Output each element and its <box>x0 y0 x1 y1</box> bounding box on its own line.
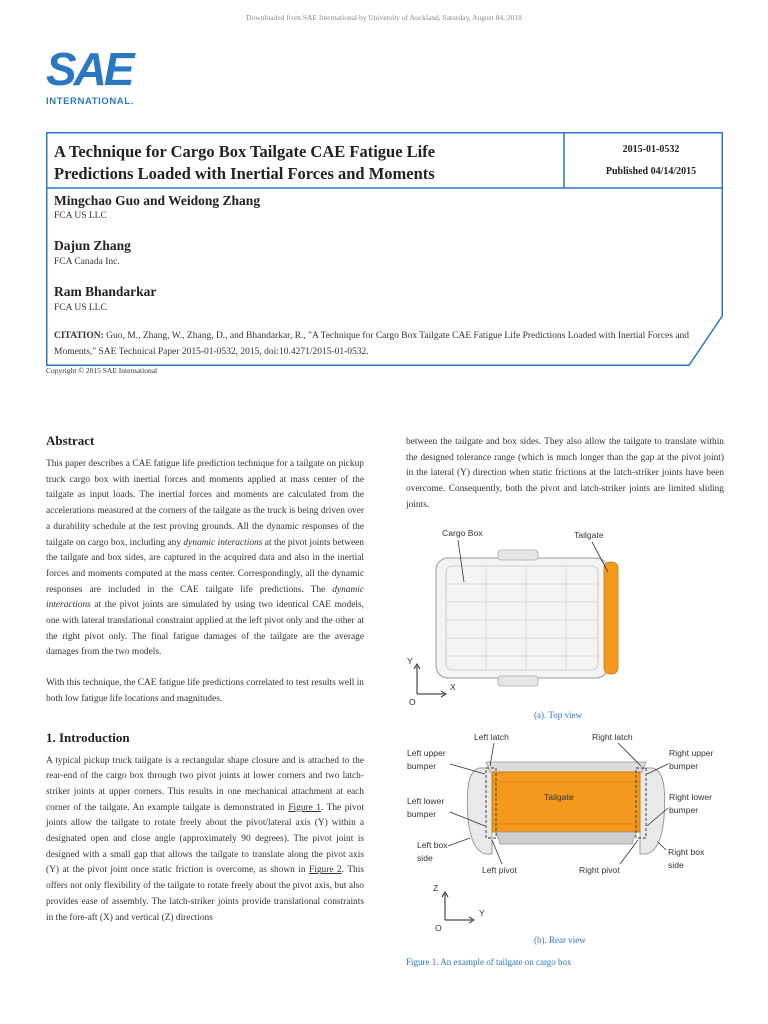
axis-x-label: X <box>450 682 456 692</box>
title-line-1: A Technique for Cargo Box Tailgate CAE Fatigue Life <box>54 142 436 161</box>
copyright: Copyright © 2015 SAE International <box>46 366 158 375</box>
label-cargo-box: Cargo Box <box>442 528 483 538</box>
right-column <box>406 435 724 514</box>
author-names: Dajun Zhang <box>54 238 131 253</box>
label-right-lower-bumper: bumper <box>669 805 699 815</box>
introduction-paragraph <box>46 754 364 927</box>
text-run: A typical pickup truck tailgate is a rectangular shape closure and is attached to the rear-end of the cargo box through two pivot joints at lower corners and two latch-striker joints at upper corners. This results in one mechanical attachment at each corner of the tailgate. An example tailgate is demonstrated in <box>46 755 364 813</box>
introduction-heading: 1. Introduction <box>46 729 130 745</box>
label-right-box-side: side <box>668 860 684 870</box>
axis-y-label: Y <box>407 656 413 666</box>
text-run: . The pivot joints allow the tailgate to rotate freely about the pivot/lateral axis (Y) within a designated open and close angle (approximately 90 degrees). The pivot joint is designed with a small gap that allows the tailgate to translate along the pivot axis (Y) at the pivot joint once static friction is overcome, as shown in <box>46 802 364 876</box>
download-note: Downloaded from SAE International by University of Auckland, Saturday, August 04, 2018 <box>246 13 522 22</box>
abstract-paragraph: With this technique, the CAE fatigue life predictions correlated to test results well in both low fatigue life locations and magnitudes. <box>46 678 364 704</box>
tailgate-shape <box>604 562 618 674</box>
author-affiliation: FCA Canada Inc. <box>54 257 120 267</box>
label-left-lower-bumper: Left lower <box>407 796 445 806</box>
label-left-box-side: side <box>417 853 433 863</box>
citation <box>54 328 694 360</box>
label-right-lower-bumper: Right lower <box>669 792 712 802</box>
label-left-lower-bumper: bumper <box>407 809 437 819</box>
axis-y-label: Y <box>479 908 485 918</box>
label-right-upper-bumper: Right upper <box>669 748 714 758</box>
text-run: . This offers not only flexibility of the tailgate to rotate freely about the pivot axis, but also provides ease of assembly. The latch-striker joints provide translational constraints in the fore-aft (X) and vertical (Z) directions <box>46 865 364 923</box>
label-right-latch: Right latch <box>592 732 633 742</box>
logo-mark: SAE <box>46 43 132 95</box>
label-tailgate: Tailgate <box>544 792 574 802</box>
left-column <box>46 433 364 926</box>
emphasis: dynamic interactions <box>183 537 263 548</box>
axis-origin-label: O <box>409 697 416 707</box>
label-left-box-side: Left box <box>417 840 448 850</box>
text-run: at the pivot joints are simulated by using two identical CAE models, one with lateral translational constraint applied at the left pivot only and the other at the right pivot only. The final fatigue damages of the tailgate are the average damages from the two models. <box>46 600 364 658</box>
author-affiliation: FCA US LLC <box>54 303 107 313</box>
top-view-drawing <box>406 520 724 710</box>
body-paragraph: between the tailgate and box sides. They also allow the tailgate to translate within the designed tolerance range (which is much longer than the gap at the pivot joint) in the lateral (Y) direction when static frictions at the latch-striker joints have been overcome. Consequently, both the pivot and latch-striker joints are limited sliding joints. <box>406 437 724 510</box>
author-names: Mingchao Guo and Weidong Zhang <box>54 193 261 208</box>
paper-number: 2015-01-0532 <box>622 144 680 155</box>
axis-origin-label: O <box>435 923 442 933</box>
label-right-upper-bumper: bumper <box>669 761 699 771</box>
emphasis: dynamic interactions <box>46 584 364 611</box>
label-left-upper-bumper: Left upper <box>407 748 446 758</box>
label-left-latch: Left latch <box>474 732 509 742</box>
figure-1-link[interactable]: Figure 1 <box>288 802 321 813</box>
subfigure-caption-b: (b). Rear view <box>534 935 586 945</box>
text-run: This paper describes a CAE fatigue life prediction technique for a tailgate on pickup truck cargo box with inertial forces and moments applied at mass center of the tailgate as input loads. The inertial forces and moments are calculated from the accelerations measured at the corners of the tailgate as the truck is being driven over a durability schedule at the test proving grounds. All the dynamic responses of the tailgate on cargo box, including any <box>46 459 364 548</box>
title-line-2: Predictions Loaded with Inertial Forces and Moments <box>54 164 435 183</box>
published-date: Published 04/14/2015 <box>605 166 697 177</box>
logo-subtitle: INTERNATIONAL. <box>46 96 134 107</box>
label-left-upper-bumper: bumper <box>407 761 437 771</box>
label-left-pivot: Left pivot <box>482 865 517 875</box>
subfigure-caption-a: (a). Top view <box>534 710 582 720</box>
sae-logo <box>46 43 146 112</box>
label-right-pivot: Right pivot <box>579 865 620 875</box>
paper-header <box>46 132 723 366</box>
abstract-heading: Abstract <box>46 433 95 448</box>
figure-rear-view <box>406 728 724 983</box>
figure-caption: Figure 1. An example of tailgate on cargo box <box>406 957 572 967</box>
label-right-box-side: Right box <box>668 847 705 857</box>
citation-label: CITATION: <box>54 331 104 341</box>
abstract-paragraph <box>46 457 364 661</box>
text-run: at the pivot joints between the tailgate and box sides, are captured in the acquired data and also in the inertial forces and moments computed at the mass center. Correspondingly, all the dynamic responses are included in the CAE tailgate life predictions. The <box>46 537 364 595</box>
citation-text: Guo, M., Zhang, W., Zhang, D., and Bhandarkar, R., "A Technique for Cargo Box Tailgate CAE Fatigue Life Predictions Loaded with Inertial Forces and Moments," SAE Technical Paper 2015-01-0532, 2015, doi:10.4271/2015-01-0532. <box>54 331 690 357</box>
figure-2-link[interactable]: Figure 2 <box>309 865 342 876</box>
author-affiliation: FCA US LLC <box>54 211 107 221</box>
tailgate-shape <box>492 772 640 832</box>
paper-title <box>54 141 559 185</box>
figure-top-view <box>406 520 724 725</box>
label-tailgate: Tailgate <box>574 530 604 540</box>
rear-view-drawing <box>406 728 724 940</box>
author-names: Ram Bhandarkar <box>54 284 157 299</box>
axis-z-label: Z <box>433 883 439 893</box>
